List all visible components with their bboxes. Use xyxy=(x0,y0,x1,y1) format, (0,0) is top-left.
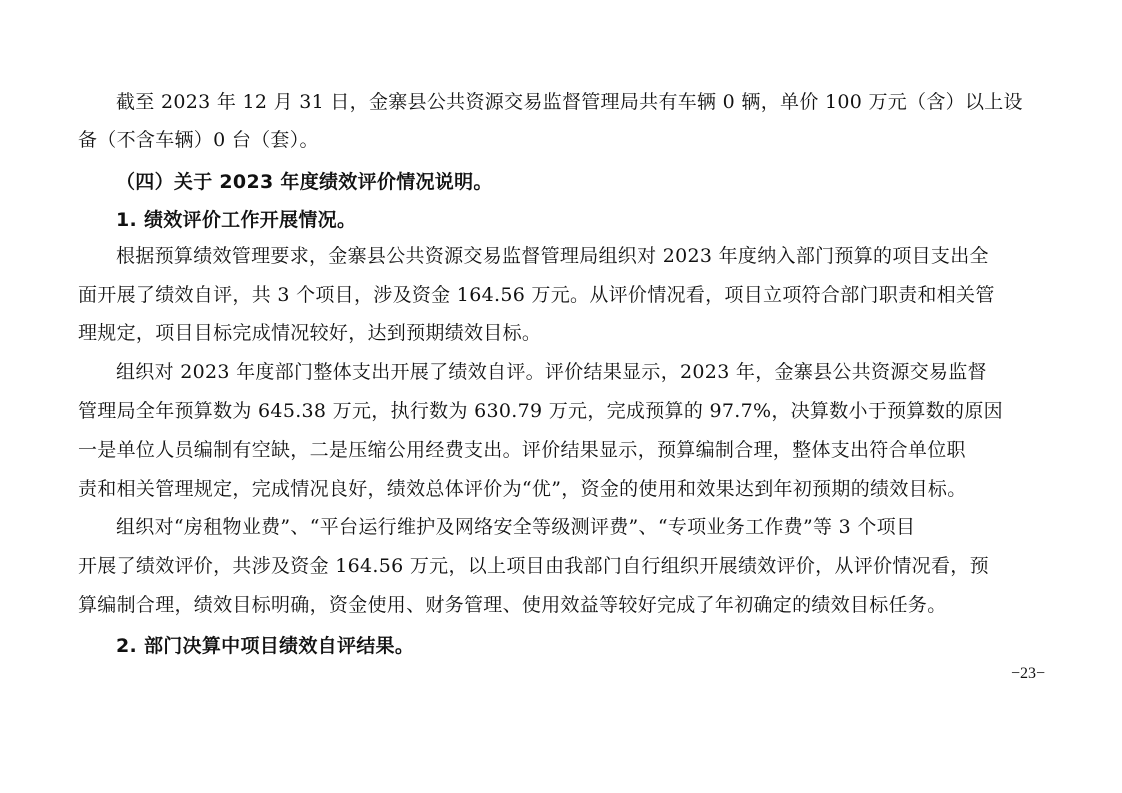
paragraph-vehicles-line-2: 备（不含车辆）0 台（套）。 xyxy=(78,129,319,151)
paragraph-overall-eval-line-3: 一是单位人员编制有空缺，二是压缩公用经费支出。评价结果显示，预算编制合理，整体支出符合单位职 xyxy=(78,439,966,461)
subheading-evaluation-work: 1. 绩效评价工作开展情况。 xyxy=(116,209,357,231)
section-heading-four: （四）关于 2023 年度绩效评价情况说明。 xyxy=(116,171,493,193)
paragraph-project-eval-line-1: 根据预算绩效管理要求，金寨县公共资源交易监督管理局组织对 2023 年度纳入部门预算的项目支出全 xyxy=(116,245,989,267)
subheading-self-eval-results: 2. 部门决算中项目绩效自评结果。 xyxy=(116,635,415,657)
paragraph-overall-eval-line-4: 责和相关管理规定，完成情况良好，绩效总体评价为“优”，资金的使用和效果达到年初预期的绩效目标。 xyxy=(78,478,967,500)
paragraph-vehicles-line-1: 截至 2023 年 12 月 31 日，金寨县公共资源交易监督管理局共有车辆 0 辆，单价 100 万元（含）以上设 xyxy=(116,91,1023,113)
page-number: −23− xyxy=(1010,665,1045,682)
paragraph-project-eval-line-3: 理规定，项目目标完成情况较好，达到预期绩效目标。 xyxy=(78,322,542,344)
paragraph-three-projects-line-2: 开展了绩效评价，共涉及资金 164.56 万元，以上项目由我部门自行组织开展绩效评价，从评价情况看，预 xyxy=(78,555,989,577)
paragraph-overall-eval-line-1: 组织对 2023 年度部门整体支出开展了绩效自评。评价结果显示，2023 年，金寨县公共资源交易监督 xyxy=(116,361,987,383)
paragraph-overall-eval-line-2: 管理局全年预算数为 645.38 万元，执行数为 630.79 万元，完成预算的 97.7%，决算数小于预算数的原因 xyxy=(78,400,1003,422)
paragraph-project-eval-line-2: 面开展了绩效自评，共 3 个项目，涉及资金 164.56 万元。从评价情况看，项目立项符合部门职责和相关管 xyxy=(78,284,995,306)
paragraph-three-projects-line-1: 组织对“房租物业费”、“平台运行维护及网络安全等级测评费”、“专项业务工作费”等 3 个项目 xyxy=(116,516,916,538)
paragraph-three-projects-line-3: 算编制合理，绩效目标明确，资金使用、财务管理、使用效益等较好完成了年初确定的绩效目标任务。 xyxy=(78,594,947,616)
